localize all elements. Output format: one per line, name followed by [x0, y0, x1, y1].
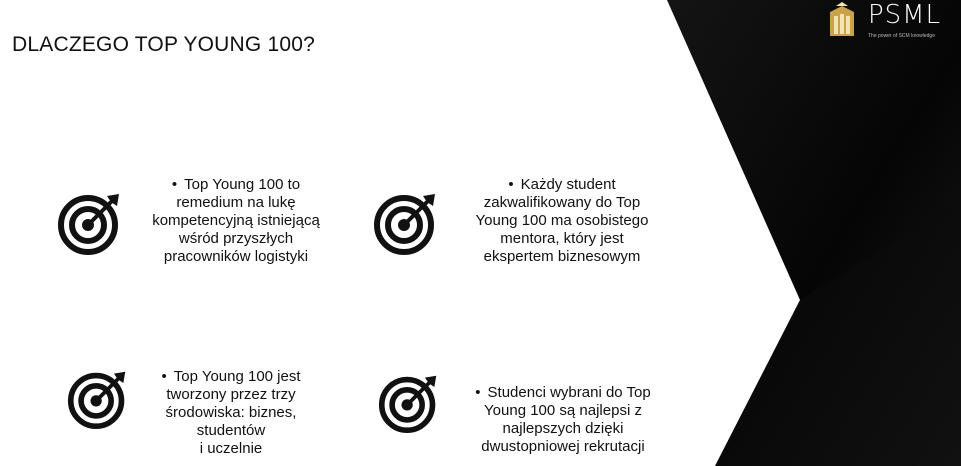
psml-logo [828, 2, 956, 42]
target-icon [57, 190, 123, 256]
bullet: • [161, 368, 167, 385]
item-text: • Top Young 100 jest tworzony przez trzy środowiska: biznes, studentów i uczelnie [161, 368, 301, 457]
logo-mark-icon [828, 2, 856, 38]
item-text: • Każdy student zakwalifikowany do Top Young 100 ma osobistego mentora, który jest ekspertem biznesowym [475, 176, 649, 265]
bullet: • [171, 176, 178, 193]
target-icon [378, 372, 440, 434]
target-icon [67, 368, 129, 430]
target-icon [373, 190, 439, 256]
bullet: • [508, 176, 514, 193]
bullet: • [475, 384, 481, 401]
page-title: DLACZEGO TOP YOUNG 100? [12, 33, 315, 56]
item-text: • Top Young 100 to remedium na lukę kompetencyjną istniejącą wśród przyszłych pracowników logistyki [152, 176, 320, 265]
logo-text: PSML [868, 0, 942, 30]
item-text: • Studenci wybrani do Top Young 100 są najlepsi z najlepszych dzięki dwustopniowej rekrutacji [475, 384, 651, 455]
logo-tagline: The power of SCM knowledge [868, 33, 935, 39]
